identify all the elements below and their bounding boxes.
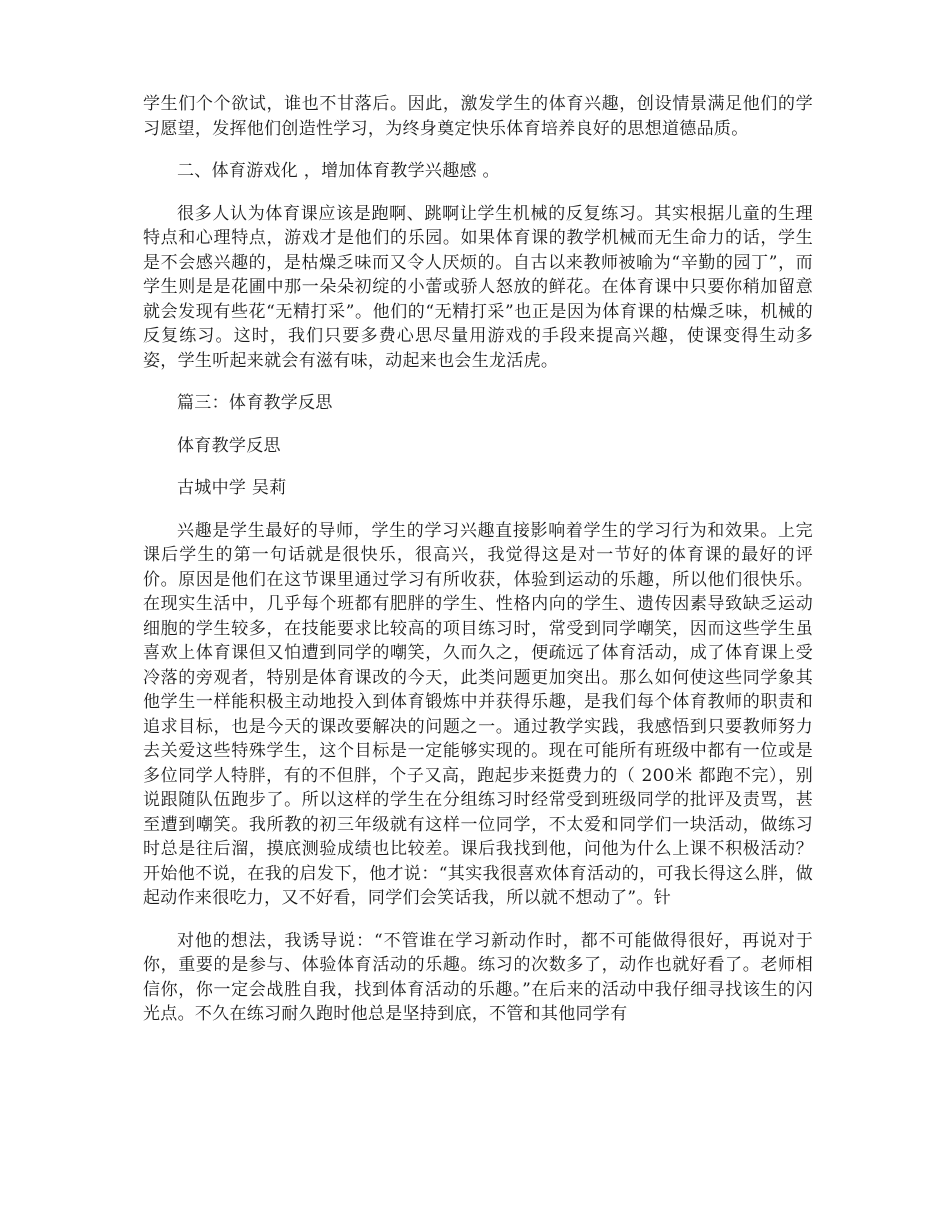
document-body	[143, 92, 813, 1045]
paragraph: 对他的想法，我诱导说：“不管谁在学习新动作时，都不可能做得很好，再说对于你，重要的是参与、体验体育活动的乐趣。练习的次数多了，动作也就好看了。老师相信你，你一定会战胜自我，找到体育活动的乐趣。”在后来的活动中我仔细寻找该生的闪光点。不久在练习耐久跑时他总是坚持到底，不管和其他同学有	[143, 930, 813, 1024]
author-line: 古城中学 吴莉	[177, 478, 287, 498]
paragraph: 很多人认为体育课应该是跑啊、跳啊让学生机械的反复练习。其实根据儿童的生理特点和心理特点，游戏才是他们的乐园。如果体育课的教学机械而无生命力的话，学生是不会感兴趣的，是枯燥乏味而又令人厌烦的。自古以来教师被喻为“辛勤的园丁”，而学生则是是花圃中那一朵朵初绽的小蕾或骄人怒放的鲜花。在体育课中只要你稍加留意就会发现有些花“无精打采”。他们的“无精打采”也正是因为体育课的枯燥乏味，机械的反复练习。这时，我们只要多费心思尽量用游戏的手段来提高兴趣，使课变得生动多姿，学生听起来就会有滋有味，动起来也会生龙活虎。	[143, 203, 813, 371]
article-title: 体育教学反思	[177, 435, 281, 456]
section-heading: 二、体育游戏化 ，增加体育教学兴趣感 。	[177, 161, 500, 181]
paragraph-continuation: 学生们个个欲试，谁也不甘落后。因此，激发学生的体育兴趣，创设情景满足他们的学习愿望，发挥他们创造性学习，为终身奠定快乐体育培养良好的思想道德品质。	[143, 94, 813, 139]
chapter-heading: 篇三：体育教学反思	[177, 393, 333, 413]
paragraph: 兴趣是学生最好的导师，学生的学习兴趣直接影响着学生的学习行为和效果。上完课后学生的第一句话就是很快乐，很高兴，我觉得这是对一节好的体育课的最好的评价。原因是他们在这节课里通过学习有所收获，体验到运动的乐趣，所以他们很快乐。在现实生活中，几乎每个班都有肥胖的学生、性格内向的学生、遗传因素导致缺乏运动细胞的学生较多，在技能要求比较高的项目练习时，常受到同学嘲笑，因而这些学生虽喜欢上体育课但又怕遭到同学的嘲笑，久而久之，便疏远了体育活动，成了体育课上受冷落的旁观者，特别是体育课改的今天，此类问题更加突出。那么如何使这些同学象其他学生一样能积极主动地投入到体育锻炼中并获得乐趣，是我们每个体育教师的职责和追求目标，也是今天的课改要解决的问题之一。通过教学实践，我感悟到只要教师努力去关爱这些特殊学生，这个目标是一定能够实现的。现在可能所有班级中都有一位或是多位同学人特胖，有的不但胖，个子又高，跑起步来挺费力的（ 200米 都跑不完），别说跟随队伍跑步了。所以这样的学生在分组练习时经常受到班级同学的批评及责骂，甚至遭到嘲笑。我所教的初三年级就有这样一位同学，不太爱和同学们一块活动，做练习时总是往后溜，摸底测验成绩也比较差。课后我找到他，问他为什么上课不积极活动？开始他不说，在我的启发下，他才说：“其实我很喜欢体育活动的，可我长得这么胖，做起动作来很吃力，又不好看，同学们会笑话我，所以就不想动了”。针	[143, 520, 813, 908]
